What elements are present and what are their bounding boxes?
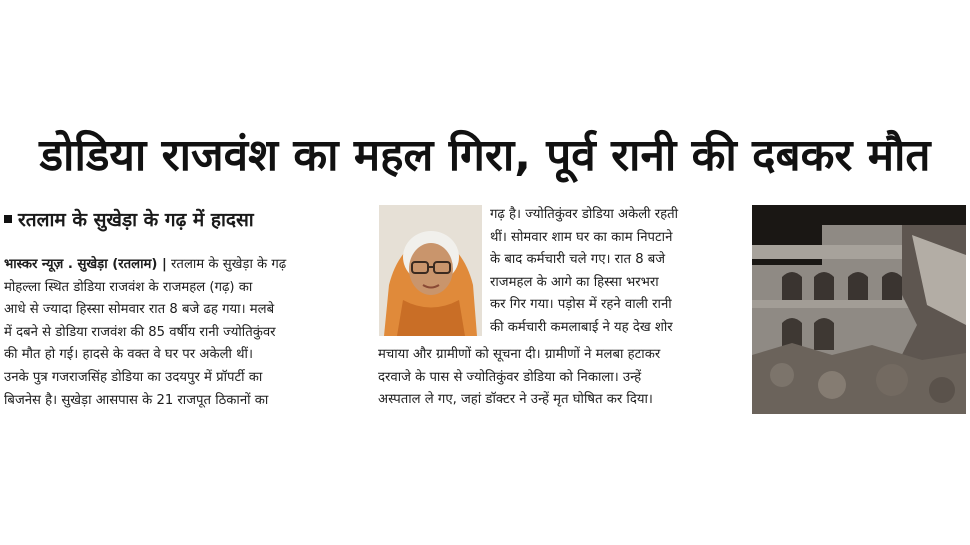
article-line: मोहल्ला स्थित डोडिया राजवंश के राजमहल (गढ़) का bbox=[4, 279, 253, 295]
article-line: कर गिर गया। पड़ोस में रहने वाली रानी bbox=[490, 297, 672, 313]
bullet-square-icon bbox=[4, 215, 12, 223]
article-line: थीं। सोमवार शाम घर का काम निपटाने bbox=[490, 229, 673, 245]
article-column-wide bbox=[378, 344, 733, 412]
article-line: अस्पताल ले गए, जहां डॉक्टर ने उन्हें मृत घोषित कर दिया। bbox=[378, 392, 653, 408]
palace-ruins-illustration bbox=[752, 205, 966, 414]
article-line: राजमहल के आगे का हिस्सा भरभरा bbox=[490, 274, 659, 290]
headline: डोडिया राजवंश का महल गिरा, पूर्व रानी की दबकर मौत bbox=[39, 130, 931, 181]
article-line: में दबने से डोडिया राजवंश की 85 वर्षीय रानी ज्योतिकुंवर bbox=[4, 324, 276, 340]
portrait-illustration bbox=[379, 205, 482, 336]
article-line: गढ़ है। ज्योतिकुंवर डोडिया अकेली रहती bbox=[490, 207, 679, 222]
article-line: बिजनेस है। सुखेड़ा आसपास के 21 राजपूत ठिकानों का bbox=[4, 392, 269, 408]
article-line: के बाद कर्मचारी चले गए। रात 8 बजे bbox=[490, 252, 666, 268]
article-line: की कर्मचारी कमलाबाई ने यह देख शोर bbox=[490, 319, 673, 335]
article-column-right bbox=[490, 204, 733, 340]
article-line: आधे से ज्यादा हिस्सा सोमवार रात 8 बजे ढह गया। मलबे bbox=[4, 302, 275, 318]
article-line: उनके पुत्र गजराजसिंह डोडिया का उदयपुर में प्रॉपर्टी का bbox=[4, 369, 263, 385]
article-line-text: रतलाम के सुखेड़ा के गढ़ bbox=[171, 257, 287, 272]
subheadline bbox=[4, 207, 254, 233]
article-line bbox=[4, 254, 357, 277]
article-line: दरवाजे के पास से ज्योतिकुंवर डोडिया को निकाला। उन्हें bbox=[378, 369, 642, 385]
dateline: भास्कर न्यूज़ . सुखेड़ा (रतलाम) | bbox=[4, 257, 167, 272]
article-line: की मौत हो गई। हादसे के वक्त वे घर पर अकेली थीं। bbox=[4, 347, 253, 363]
subheadline-text: रतलाम के सुखेड़ा के गढ़ में हादसा bbox=[18, 209, 254, 231]
collapsed-palace-photo bbox=[752, 205, 966, 414]
portrait-photo bbox=[379, 205, 482, 336]
article-column-left bbox=[4, 254, 357, 412]
article-line: मचाया और ग्रामीणों को सूचना दी। ग्रामीणों ने मलबा हटाकर bbox=[378, 347, 661, 362]
